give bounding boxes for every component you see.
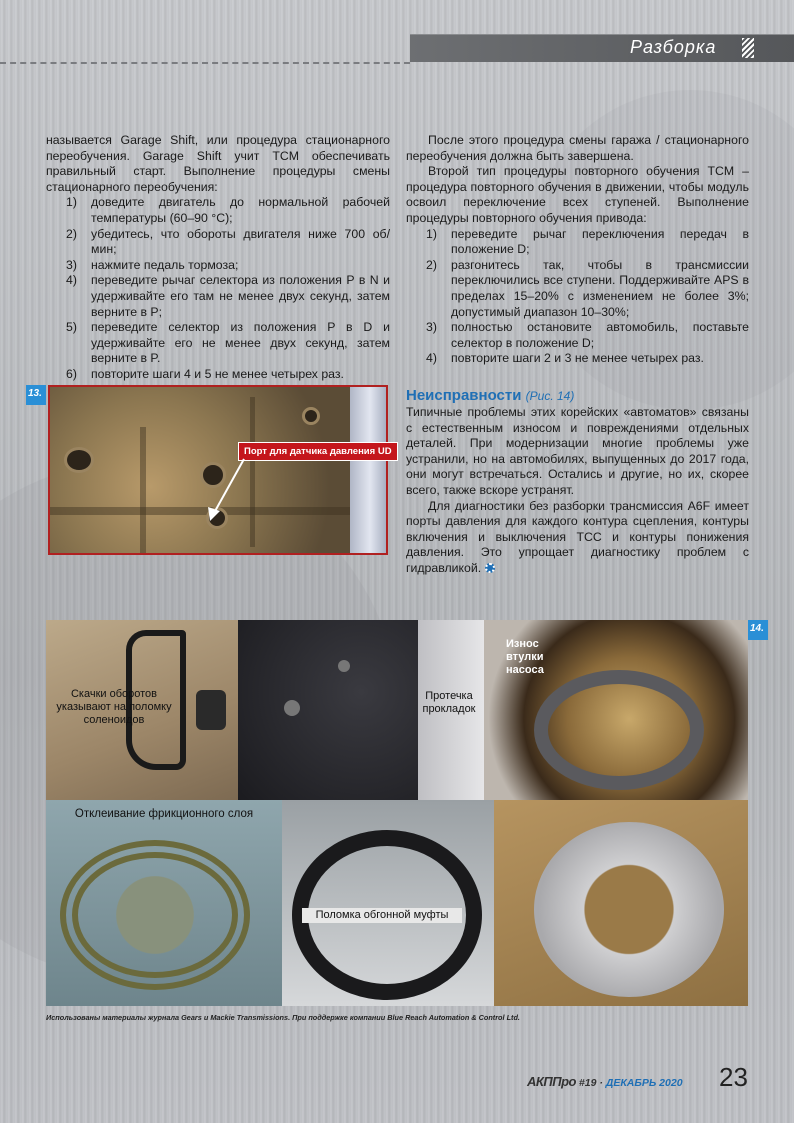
intro-paragraph: называется Garage Shift, или процедура стационарного переобучения. Garage Shift учит TCM обеспечивать правильный старт. Выполнение процедуры смены стационарного переобучения: <box>46 133 390 194</box>
list-item: 4) повторите шаги 2 и 3 не менее четырех раз. <box>426 351 704 366</box>
garage-shift-steps <box>46 195 390 382</box>
solenoids-photo: Скачки оборотов указывают на поломку соленоидов <box>46 620 238 800</box>
callout-arrow <box>200 455 250 525</box>
paragraph: После этого процедура смены гаража / стационарного переобучения должна быть завершена. <box>406 133 749 163</box>
list-item: 4) переведите рычаг селектора из положения P в N и удерживайте его там не менее двух секунд, затем верните в P; <box>66 273 390 319</box>
one-way-clutch-photo: Поломка обгонной муфты <box>282 800 494 1006</box>
gear-icon <box>485 563 495 573</box>
figure-label: 13. <box>26 385 46 405</box>
right-column <box>406 133 749 367</box>
pump-bushing-photo: Износ втулки насоса <box>484 620 748 800</box>
left-column <box>46 133 390 383</box>
magazine-footer: АКППро #19 · ДЕКАБРЬ 2020 <box>527 1074 683 1089</box>
paragraph: Типичные проблемы этих корейских «автоматов» связаны с естественным износом и повреждениями отдельных деталей. При модернизации многие проблемы уже устранили, но на автомобилях, выпущенных до 2017 года, они могут встречаться. Остались и другие, но их, скорее всего, также вскоре устранят. <box>406 405 749 497</box>
paragraph: Второй тип процедуры повторного обучения TCM – процедура повторного обучения в движении, чтобы модуль освоил переключение всех ступеней. Выполнение процедуры повторного обучения привода: <box>406 164 749 225</box>
issue-number: #19 <box>578 1077 597 1089</box>
list-item: 1) доведите двигатель до нормальной рабочей температуры (60–90 °C); <box>66 195 390 225</box>
list-item: 2) разгонитесь так, чтобы в трансмиссии переключились все ступени. Поддерживайте APS в пределах 15–20% с изменением не более 3%; допустимый диапазон 10–30%; <box>426 257 749 319</box>
list-item: 3) полностью остановите автомобиль, поставьте селектор в положение D; <box>426 320 749 350</box>
gasket-photo: Протечка прокладок <box>238 620 484 800</box>
photo-credits: Использованы материалы журнала Gears и Mackie Transmissions. При поддержке компании Blue Reach Automation & Control Ltd. <box>46 1013 520 1022</box>
paragraph: Для диагностики без разборки трансмиссия A6F имеет порты давления для каждого контура сцепления, контуры включения и выключения TCC и контуры понижения давления. Это упрощает диагностику проблем с гидравликой. <box>406 498 749 575</box>
faults-heading: Неисправности (Рис. 14) <box>406 387 575 404</box>
magazine-brand: АКППро <box>527 1074 576 1089</box>
list-item: 5) переведите селектор из положения P в D и удерживайте его не менее двух секунд, затем верните в P. <box>66 320 390 366</box>
page-number: 23 <box>719 1062 748 1092</box>
list-item: 3) нажмите педаль тормоза; <box>66 257 239 272</box>
section-title: Разборка <box>630 37 717 57</box>
faults-section <box>406 387 749 577</box>
pump-gear-photo <box>494 800 748 1006</box>
header-divider <box>0 62 410 64</box>
pressure-port-callout: Порт для датчика давления UD <box>238 442 398 461</box>
friction-plates-photo: Отклеивание фрикционного слоя <box>46 800 282 1006</box>
list-item: 2) убедитесь, что обороты двигателя ниже 700 об/мин; <box>66 226 390 257</box>
figure-14-collage <box>46 620 764 1006</box>
figure-label: 14. <box>748 620 768 640</box>
issue-date: ДЕКАБРЬ 2020 <box>605 1077 683 1089</box>
list-item: 6) повторите шаги 4 и 5 не менее четырех раз. <box>66 366 344 381</box>
figure-reference: (Рис. 14) <box>525 389 575 403</box>
section-tab-stripes <box>742 38 754 58</box>
drive-relearn-steps <box>406 227 749 367</box>
section-tab <box>410 34 794 62</box>
list-item: 1) переведите рычаг переключения передач в положение D; <box>426 226 749 257</box>
